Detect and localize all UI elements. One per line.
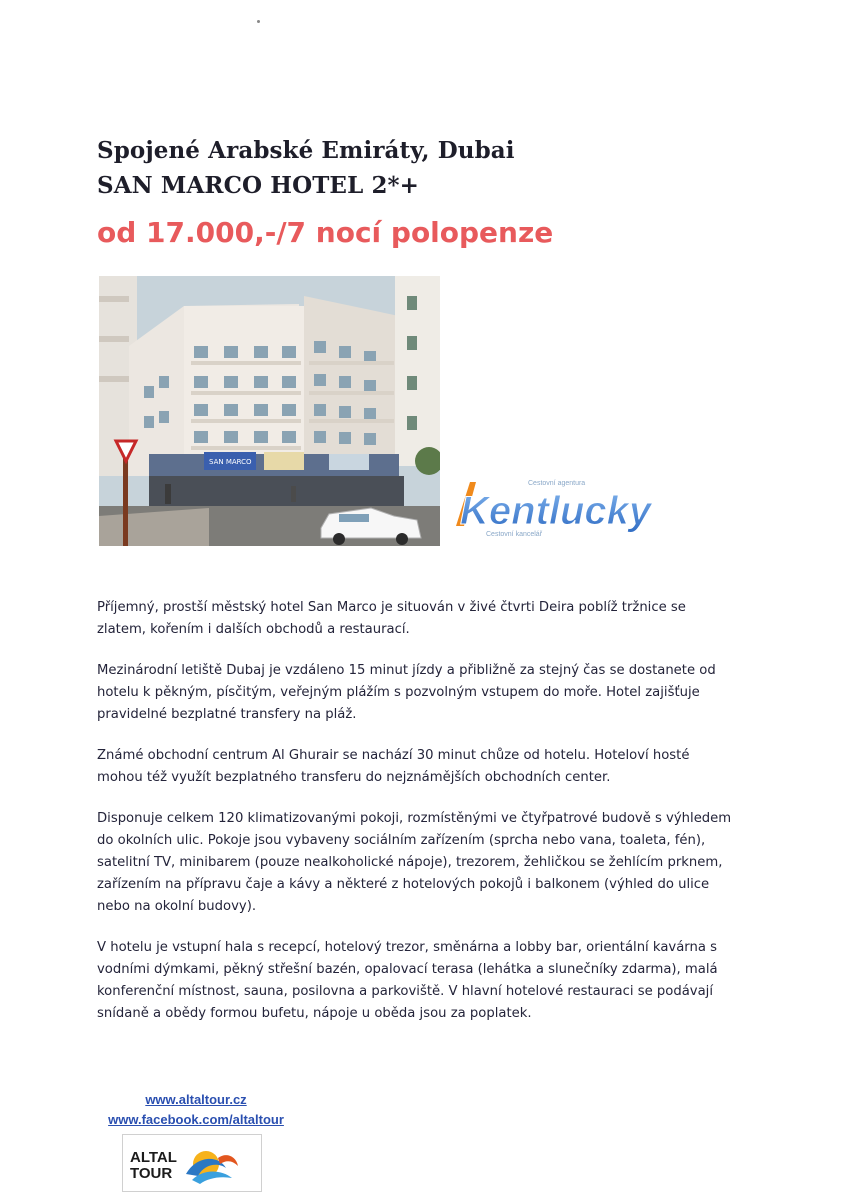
hotel-description — [97, 597, 737, 1044]
paragraph-location: Příjemný, prostší městský hotel San Marco je situován v živé čtvrti Deira poblíž tržnice se zlatem, kořením i dalších obchodů a restaurací. — [97, 600, 686, 637]
hotel-photo — [99, 276, 440, 546]
altal-text: ALTAL — [130, 1149, 177, 1166]
facebook-link[interactable]: www.facebook.com/altaltour — [108, 1112, 284, 1127]
paragraph-airport-beach: Mezinárodní letiště Dubaj je vzdáleno 15 minut jízdy a přibližně za stejný čas se dostanete od hotelu k pěkným, písčitým, veřejným plážím s pozvolným vstupem do moře. Hotel zajišťuje pravidelné bezplatné transfery na pláž. — [97, 663, 716, 722]
kentlucky-tagline-bottom: Cestovní kancelář — [486, 531, 543, 538]
destination-title: Spojené Arabské Emiráty, Dubai — [97, 137, 515, 164]
tour-text: TOUR — [130, 1165, 173, 1182]
kentlucky-wordmark: Kentlucky — [460, 489, 652, 533]
kentlucky-logo — [450, 468, 658, 540]
paragraph-shopping: Známé obchodní centrum Al Ghurair se nachází 30 minut chůze od hotelu. Hoteloví hosté mohou též využít bezplatného transferu do nejznámějších obchodních center. — [97, 748, 690, 785]
scan-speck — [257, 20, 260, 23]
altaltour-logo — [122, 1134, 262, 1192]
sign-text: SAN MARCO — [209, 458, 252, 466]
paragraph-rooms: Disponuje celkem 120 klimatizovanými pokoji, rozmístěnými ve čtyřpatrové budově s výhledem do okolních ulic. Pokoje jsou vybaveny sociálním zařízením (sprcha nebo vana, toaleta, fén), satelitní TV, minibarem (pouze nealkoholické nápoje), trezorem, žehličkou se žehlícím prknem, zařízením na přípravu čaje a kávy a některé z hotelových pokojů i balkonem (výhled do ulice nebo na okolní budovy). — [97, 811, 732, 914]
footer-links — [96, 1090, 296, 1130]
kentlucky-tagline-top: Cestovní agentura — [528, 480, 586, 487]
paragraph-facilities: V hotelu je vstupní hala s recepcí, hotelový trezor, směnárna a lobby bar, orientální kavárna s vodními dýmkami, pěkný střešní bazén, opalovací terasa (lehátka a slunečníky zdarma), malá konferenční místnost, sauna, posilovna a parkoviště. V hlavní hotelové restauraci se podávají snídaně a obědy formou bufetu, nápoje u oběda jsou za poplatek. — [97, 940, 718, 1021]
website-link[interactable]: www.altaltour.cz — [145, 1092, 247, 1107]
price-offer: od 17.000,-/7 nocí polopenze — [97, 216, 554, 249]
hotel-name: SAN MARCO HOTEL 2*+ — [97, 172, 420, 199]
